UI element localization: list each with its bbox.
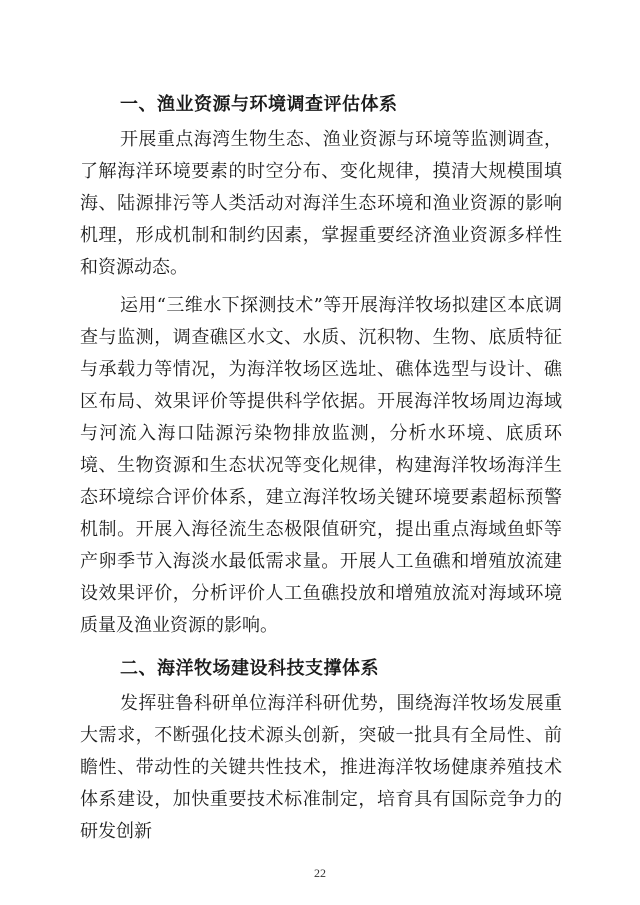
section-2-paragraph-1: 发挥驻鲁科研单位海洋科研优势，围绕海洋牧场发展重大需求，不断强化技术源头创新，突破一批具有全局性、前瞻性、带动性的关键共性技术，推进海洋牧场健康养殖技术体系建设，加快重要技术标准制定，培育具有国际竞争力的研发创新 [80,693,562,842]
page-content [80,88,562,852]
section-1-paragraph-2: 运用“三维水下探测技术”等开展海洋牧场拟建区本底调查与监测，调查礁区水文、水质、沉积物、生物、底质特征与承载力等情况，为海洋牧场区选址、礁体选型与设计、礁区布局、效果评价等提供科学依据。开展海洋牧场周边海域与河流入海口陆源污染物排放监测，分析水环境、底质环境、生物资源和生态状况等变化规律，构建海洋牧场海洋生态环境综合评价体系，建立海洋牧场关键环境要素超标预警机制。开展入海径流生态极限值研究，提出重点海域鱼虾等产卵季节入海淡水最低需求量。开展人工鱼礁和增殖放流建设效果评价，分析评价人工鱼礁投放和增殖放流对海域环境质量及渔业资源的影响。 [80,295,562,636]
section-heading-1: 一、渔业资源与环境调查评估体系 [120,94,398,115]
section-1-paragraph-1: 开展重点海湾生物生态、渔业资源与环境等监测调查，了解海洋环境要素的时空分布、变化规律，摸清大规模围填海、陆源排污等人类活动对海洋生态环境和渔业资源的影响机理，形成机制和制约因素，掌握重要经济渔业资源多样性和资源动态。 [80,129,562,278]
section-heading-2: 二、海洋牧场建设科技支撑体系 [120,658,379,679]
page-number: 22 [314,866,326,880]
